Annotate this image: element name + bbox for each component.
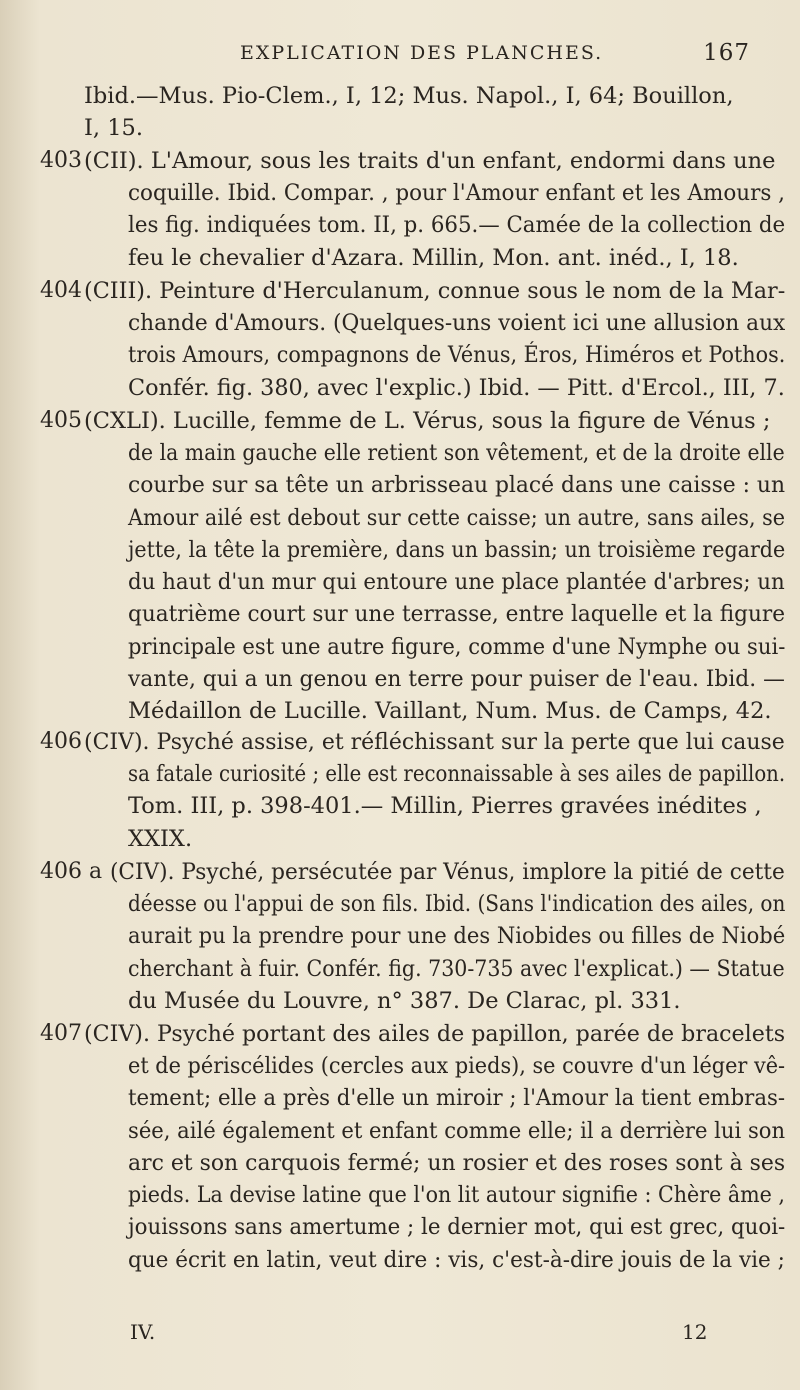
- entry-number: 407: [40, 1021, 82, 1046]
- entry-line: feu le chevalier d'Azara. Millin, Mon. ant. inéd., I, 18.: [128, 245, 739, 271]
- entry-line: jouissons sans amertume ; le dernier mot, qui est grec, quoi-: [128, 1214, 786, 1240]
- entry-line: principale est une autre figure, comme d'une Nymphe ou sui-: [128, 634, 786, 660]
- entry-line: du Musée du Louvre, n° 387. De Clarac, pl. 331.: [128, 988, 681, 1014]
- entry-line: sée, ailé également et enfant comme elle; il a derrière lui son: [128, 1118, 786, 1144]
- entry-line: Ibid.—Mus. Pio-Clem., I, 12; Mus. Napol., I, 64; Bouillon,: [84, 83, 734, 109]
- entry-line: sa fatale curiosité ; elle est reconnaissable à ses ailes de papillon.: [128, 761, 786, 787]
- entry-line: courbe sur sa tête un arbrisseau placé dans une caisse : un: [128, 472, 786, 498]
- sheet-number: 12: [682, 1320, 708, 1344]
- entry-line: jette, la tête la première, dans un bassin; un troisième regarde: [128, 537, 786, 563]
- entry-number: 405: [40, 408, 82, 433]
- entry-line: arc et son carquois fermé; un rosier et des roses sont à ses: [128, 1150, 786, 1176]
- entry-line: (CIV). Psyché portant des ailes de papillon, parée de bracelets: [84, 1021, 786, 1047]
- entry-line: (CIII). Peinture d'Herculanum, connue sous le nom de la Mar-: [84, 278, 786, 304]
- page-header: [150, 38, 750, 68]
- entry-line: Médaillon de Lucille. Vaillant, Num. Mus. de Camps, 42.: [128, 698, 772, 724]
- entry-line: de la main gauche elle retient son vêtement, et de la droite elle: [128, 440, 785, 466]
- entry-line: les fig. indiquées tom. II, p. 665.— Camée de la collection de: [128, 212, 786, 238]
- entry-line: (CIV). Psyché assise, et réfléchissant sur la perte que lui cause: [84, 729, 785, 755]
- entry-line: chande d'Amours. (Quelques-uns voient ici une allusion aux: [128, 310, 786, 336]
- entry-line: (CXLI). Lucille, femme de L. Vérus, sous la figure de Vénus ;: [84, 408, 771, 434]
- entry-line: XXIX.: [128, 826, 193, 852]
- entry-line: du haut d'un mur qui entoure une place plantée d'arbres; un: [128, 569, 785, 595]
- entry-line: quatrième court sur une terrasse, entre laquelle et la figure: [128, 601, 786, 627]
- entry-line: aurait pu la prendre pour une des Niobides ou filles de Niobé: [128, 923, 786, 949]
- entry-line: pieds. La devise latine que l'on lit autour signifie : Chère âme ,: [128, 1182, 785, 1208]
- entry-number: 406: [40, 729, 82, 754]
- running-title: EXPLICATION DES PLANCHES.: [240, 42, 604, 64]
- entry-line: tement; elle a près d'elle un miroir ; l'Amour la tient embras-: [128, 1085, 786, 1111]
- entry-line: (CIV). Psyché, persécutée par Vénus, implore la pitié de cette: [110, 859, 785, 885]
- entry-line: que écrit en latin, veut dire : vis, c'est-à-dire jouis de la vie ;: [128, 1247, 785, 1273]
- entry-line: et de périscélides (cercles aux pieds), se couvre d'un léger vê-: [128, 1053, 786, 1079]
- entry-line: coquille. Ibid. Compar. , pour l'Amour enfant et les Amours ,: [128, 180, 786, 206]
- entry-number: 403: [40, 148, 82, 173]
- entry-number: 404: [40, 278, 82, 303]
- entry-line: cherchant à fuir. Confér. fig. 730-735 avec l'explicat.) — Statue: [128, 956, 785, 982]
- entry-line: Amour ailé est debout sur cette caisse; un autre, sans ailes, se: [128, 505, 786, 531]
- page-number: 167: [703, 40, 750, 66]
- entry-line: Tom. III, p. 398-401.— Millin, Pierres gravées inédites ,: [128, 793, 762, 819]
- signature-mark: IV.: [130, 1320, 156, 1344]
- entry-number: 406 a: [40, 859, 103, 884]
- entry-line: trois Amours, compagnons de Vénus, Éros, Himéros et Pothos.: [128, 342, 786, 368]
- entry-line: vante, qui a un genou en terre pour puiser de l'eau. Ibid. —: [128, 666, 785, 692]
- entry-line: I, 15.: [84, 115, 143, 141]
- page-footer: [0, 1320, 800, 1350]
- entry-line: déesse ou l'appui de son fils. Ibid. (Sans l'indication des ailes, on: [128, 891, 786, 917]
- entry-line: (CII). L'Amour, sous les traits d'un enfant, endormi dans une: [84, 148, 776, 174]
- entry-line: Confér. fig. 380, avec l'explic.) Ibid. — Pitt. d'Ercol., III, 7.: [128, 375, 785, 401]
